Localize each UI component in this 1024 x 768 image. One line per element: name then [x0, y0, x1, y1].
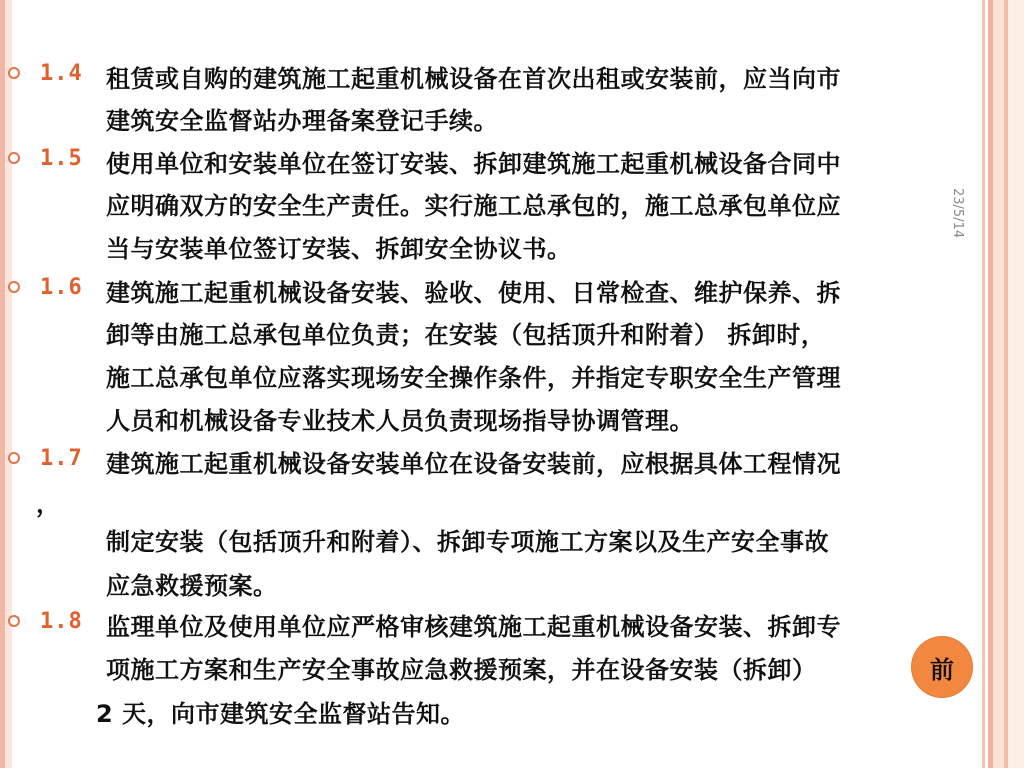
bullet-icon [8, 67, 20, 79]
item-text: 建筑施工起重机械设备安装单位在设备安装前，应根据具体工程情况 [106, 450, 841, 478]
bullet-icon [8, 281, 20, 293]
bullet-icon [8, 152, 20, 164]
item-text: 施工总承包单位应落实现场安全操作条件，并指定专职安全生产管理 [106, 364, 841, 392]
item-text: 应明确双方的安全生产责任。实行施工总承包的，施工总承包单位应 [106, 192, 841, 220]
item-number: 1.8 [40, 609, 83, 634]
item-text: 2 天，向市建筑安全监督站告知。 [96, 700, 466, 728]
item-text: 人员和机械设备专业技术人员负责现场指导协调管理。 [106, 407, 694, 435]
item-text: 应急救援预案。 [106, 572, 278, 600]
orange-circle-highlight [912, 637, 972, 697]
bullet-icon [8, 615, 20, 627]
item-number: 1.5 [40, 146, 83, 171]
right-border-decoration [982, 0, 1024, 768]
item-text: 建筑施工起重机械设备安装、验收、使用、日常检查、维护保养、拆 [106, 279, 841, 307]
item-text: 项施工方案和生产安全事故应急救援预案，并在设备安装（拆卸） [106, 656, 817, 684]
item-number: 1.7 [40, 446, 83, 471]
item-text: 建筑安全监督站办理备案登记手续。 [106, 107, 498, 135]
item-number: 1.4 [40, 61, 83, 86]
item-number: 1.6 [40, 275, 83, 300]
circle-text: 前 [930, 655, 954, 684]
item-text: 监理单位及使用单位应严格审核建筑施工起重机械设备安装、拆卸专 [106, 613, 841, 641]
item-text: 制定安装（包括顶升和附着）、拆卸专项施工方案以及生产安全事故 [106, 528, 829, 556]
item-text: 当与安装单位签订安装、拆卸安全协议书。 [106, 235, 572, 263]
item-text: ， [36, 490, 61, 518]
slide-date: 23/5/14 [950, 188, 965, 239]
item-text: 使用单位和安装单位在签订安装、拆卸建筑施工起重机械设备合同中 [106, 150, 841, 178]
item-text: 租赁或自购的建筑施工起重机械设备在首次出租或安装前，应当向市 [106, 65, 841, 93]
left-border-decoration [0, 0, 12, 768]
item-text: 卸等由施工总承包单位负责；在安装（包括顶升和附着） 拆卸时， [106, 321, 826, 349]
bullet-icon [8, 452, 20, 464]
